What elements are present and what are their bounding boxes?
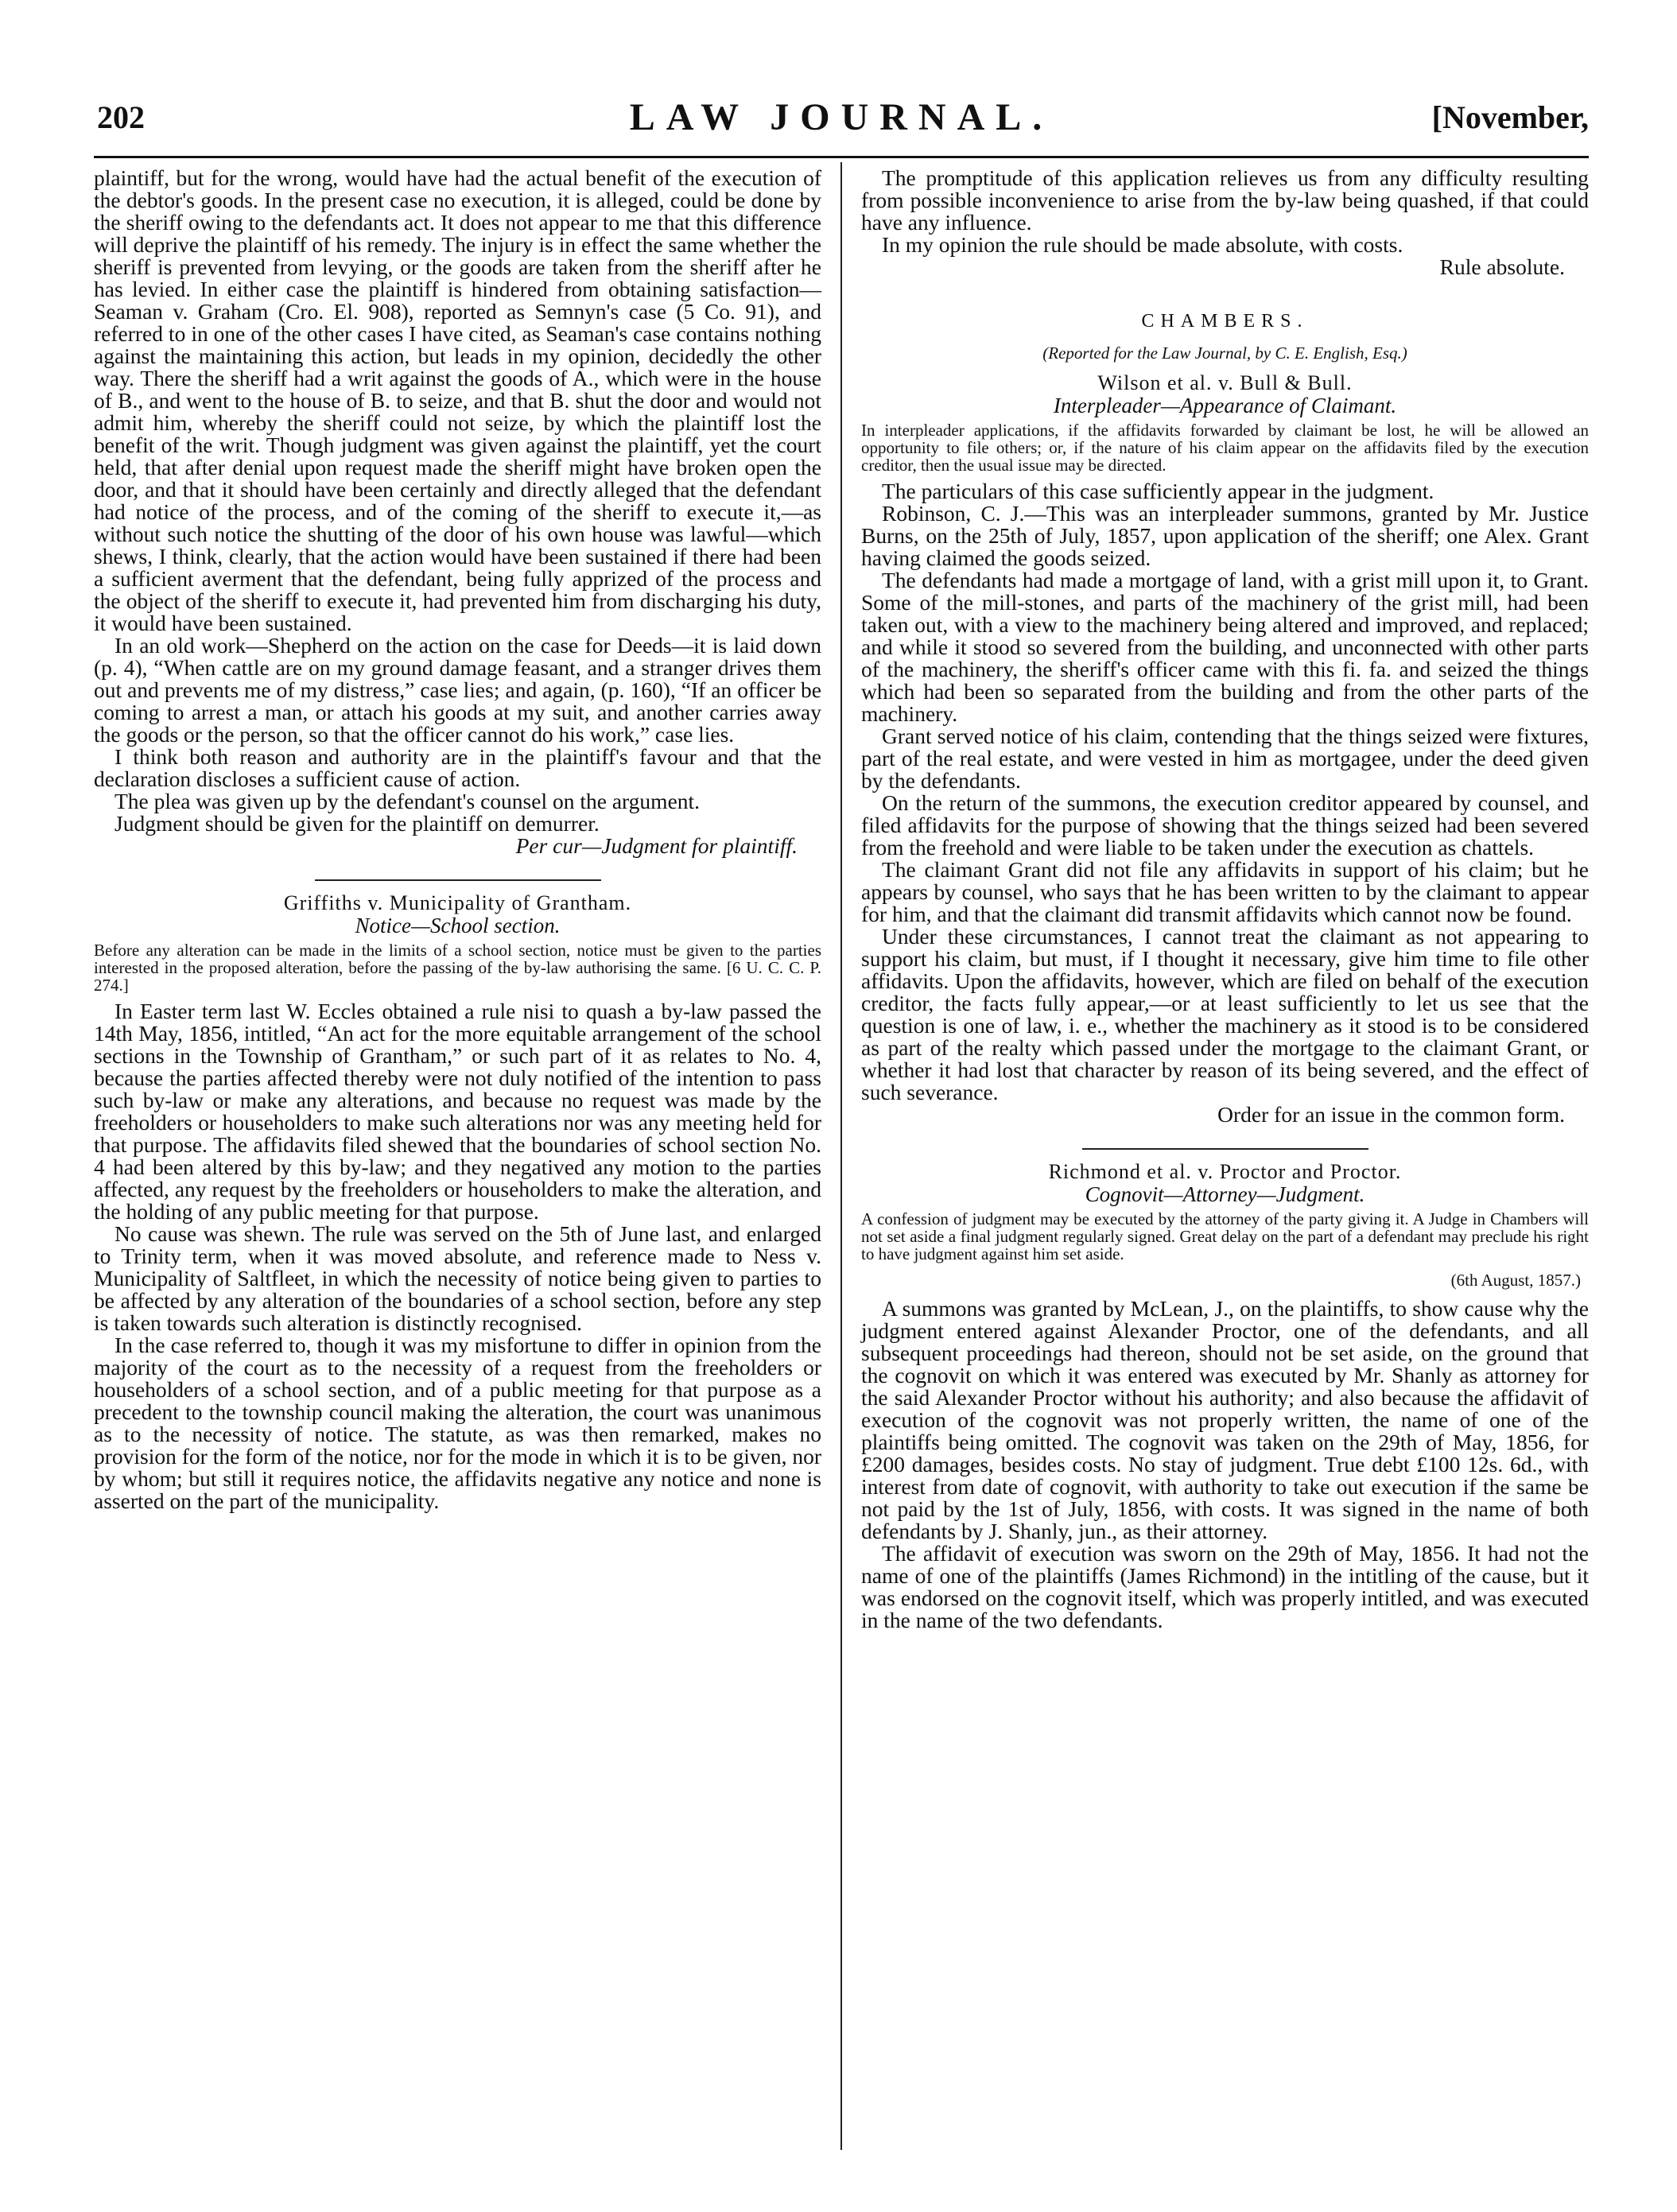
case-headnote: A confession of judgment may be executed by the attorney of the party giving it. A Judge in Chambers will not set aside a final judgment regularly signed. Great delay on the part of a defendant may preclude his right to have judgment against him set aside. <box>861 1209 1589 1263</box>
paragraph: I think both reason and authority are in the plaintiff's favour and that the declaration discloses a sufficient cause of action. <box>94 744 821 791</box>
paragraph: The defendants had made a mortgage of land, with a grist mill upon it, to Grant. Some of the mill-stones, and parts of the machinery of the grist mill, had been taken out, with a view to the machinery being altered and improved, and replaced; and while it stood so severed from the building, and unconnected with other parts of the machinery, the sheriff's officer came with this fi. fa. and seized the things which had been so separated from the building and from the other parts of the machinery. <box>861 568 1589 726</box>
left-column <box>94 167 821 1512</box>
case-title: Griffiths v. Municipality of Grantham. <box>283 891 632 914</box>
running-month: [November, <box>1431 99 1589 135</box>
case-headnote: Before any alteration can be made in the limits of a school section, notice must be given to the parties interested in the proposed alteration, before the passing of the by-law authorising the same. [6 U. C. C. P. 274.] <box>94 941 821 995</box>
rule-absolute: Rule absolute. <box>1439 254 1565 279</box>
journal-page <box>94 94 1589 2161</box>
paragraph: The claimant Grant did not file any affidavits in support of his claim; but he appears by counsel, who says that he has been written to by the claimant to appear for him, and that the claimant did transmit affidavits which cannot now be found. <box>861 857 1589 926</box>
case-title: Wilson et al. v. Bull & Bull. <box>1097 371 1353 394</box>
paragraph: Robinson, C. J.—This was an interpleader summons, granted by Mr. Justice Burns, on the 25th of July, 1857, upon application of the sheriff; one Alex. Grant having claimed the goods seized. <box>861 501 1589 570</box>
column-divider <box>840 162 842 2150</box>
header-rule <box>94 156 1589 158</box>
paragraph: The promptitude of this application relieves us from any difficulty resulting from possible inconvenience to arise from the by-law being quashed, if that could have any influence. <box>861 165 1589 235</box>
case-subhead: Cognovit—Attorney—Judgment. <box>1085 1182 1365 1206</box>
case-subhead: Interpleader—Appearance of Claimant. <box>1053 394 1397 417</box>
journal-title: LAW JOURNAL. <box>629 96 1054 138</box>
paragraph: Grant served notice of his claim, contending that the things seized were fixtures, part of the real estate, and were vested in him as mortgagee, under the deed given by the defendants. <box>861 724 1589 793</box>
paragraph: The particulars of this case sufficiently appear in the judgment. <box>882 479 1434 503</box>
case-subhead: Notice—School section. <box>355 914 561 937</box>
case-title: Richmond et al. v. Proctor and Proctor. <box>1048 1160 1402 1183</box>
section-rule <box>1082 1148 1368 1150</box>
per-cur-judgment: Per cur—Judgment for plaintiff. <box>515 833 798 858</box>
reporter-line: (Reported for the Law Journal, by C. E. English, Esq.) <box>1042 343 1407 363</box>
paragraph: No cause was shewn. The rule was served on the 5th of June last, and enlarged to Trinity term, when it was moved absolute, and reference made to Ness v. Municipality of Saltfleet, in which the necessity of notice being given to parties to be affected by any alteration of the boundaries of a school section, before any step is taken towards such alteration is distinctly recognised. <box>94 1221 821 1335</box>
paragraph: Judgment should be given for the plaintiff on demurrer. <box>115 811 600 836</box>
paragraph: A summons was granted by McLean, J., on the plaintiffs, to show cause why the judgment entered against Alexander Proctor, one of the defendants, and all subsequent proceedings had thereon, should not be set aside, on the ground that the cognovit on which it was entered was executed by Mr. Shanly as attorney for the said Alexander Proctor without his authority; and also because the affidavit of execution of the cognovit was not properly written, the name of one of the plaintiffs being omitted. The cognovit was taken on the 29th of May, 1856, for £200 damages, besides costs. No stay of judgment. True debt £100 12s. 6d., with interest from date of cognovit, with authority to take out execution if the same be not paid by the 1st of July, 1856, with costs. It was signed in the name of both defendants by J. Shanly, jun., as their attorney. <box>861 1296 1589 1543</box>
right-column <box>861 167 1589 1632</box>
paragraph: The affidavit of execution was sworn on the 29th of May, 1856. It had not the name of one of the plaintiffs (James Richmond) in the intitling of the cause, but it was endorsed on the cognovit itself, which was properly intitled, and was executed in the name of the two defendants. <box>861 1541 1589 1632</box>
section-rule <box>315 879 601 881</box>
paragraph: In my opinion the rule should be made absolute, with costs. <box>882 232 1403 257</box>
case-date: (6th August, 1857.) <box>1450 1271 1581 1290</box>
paragraph: In an old work—Shepherd on the action on the case for Deeds—it is laid down (p. 4), “When cattle are on my ground damage feasant, and a stranger drives them out and prevents me of my distress,” case lies; and again, (p. 160), “If an officer be coming to arrest a man, or attach his goods at my suit, and another carries away the goods or the person, so that the officer cannot do his work,” case lies. <box>94 633 821 747</box>
paragraph: In Easter term last W. Eccles obtained a rule nisi to quash a by-law passed the 14th May, 1856, intitled, “An act for the more equitable arrangement of the school sections in the Township of Grantham,” or such part of it as relates to No. 4, because the parties affected thereby were not duly notified of the intention to pass such by-law or make any alterations, and because no request was made by the freeholders or householders to make such alterations nor was any meeting held for that purpose. The affidavits filed shewed that the boundaries of school section No. 4 had been altered by this by-law; and they negatived any motion to the parties affected, any request by the freeholders or householders to make the alteration, and the holding of any public meeting for that purpose. <box>94 999 821 1224</box>
paragraph: In the case referred to, though it was my misfortune to differ in opinion from the majority of the court as to the necessity of a request from the freeholders or householders of a school section, and of a public meeting for that purpose as a precedent to the township council making the alteration, the court was unanimous as to the necessity of notice. The statute, as was then remarked, makes no provision for the form of the notice, nor for the mode in which it is to be given, nor by whom; but still it requires notice, the affidavits negative any notice and none is asserted on the part of the municipality. <box>94 1333 821 1513</box>
page-header <box>94 94 1589 142</box>
paragraph: Under these circumstances, I cannot treat the claimant as not appearing to support his claim, but must, if I thought it necessary, give him time to file other affidavits. Upon the affidavits, however, which are filed on behalf of the execution creditor, the facts fully appear,—or at least sufficiently to let us see that the question is one of law, i. e., whether the machinery as it stood is to be considered as part of the realty which passed under the mortgage to the claimant Grant, or whether it had lost that character by reason of its being severed, and the effect of such severance. <box>861 924 1589 1104</box>
paragraph: On the return of the summons, the execution creditor appeared by counsel, and filed affidavits for the purpose of showing that the things seized had been severed from the freehold and were liable to be taken under the execution as chattels. <box>861 790 1589 860</box>
case-headnote: In interpleader applications, if the affidavits forwarded by claimant be lost, he will be allowed an opportunity to file others; or, if the nature of his claim appear on the affidavits filed by the execution creditor, then the usual issue may be directed. <box>861 421 1589 475</box>
paragraph: The plea was given up by the defendant's counsel on the argument. <box>115 789 701 813</box>
page-number: 202 <box>97 99 145 135</box>
order-line: Order for an issue in the common form. <box>1217 1102 1565 1127</box>
section-heading-chambers: CHAMBERS. <box>1141 311 1309 332</box>
paragraph: plaintiff, but for the wrong, would have had the actual benefit of the execution of the debtor's goods. In the present case no execution, it is alleged, could be done by the sheriff owing to the defendants act. It does not appear to me that this difference will deprive the plaintiff of his remedy. The injury is in effect the same whether the sheriff is prevented from levying, or the goods are taken from the sheriff after he has levied. In either case the plaintiff is hindered from obtaining satisfaction—Seaman v. Graham (Cro. El. 908), reported as Semnyn's case (5 Co. 91), and referred to in one of the other cases I have cited, as Seaman's case contains nothing against the maintaining this action, but leads in my opinion, decidedly the other way. There the sheriff had a writ against the goods of A., which were in the house of B., and went to the house of B. to seize, and that B. shut the door and would not admit him, whereby the sheriff could not seize, by which the plaintiff lost the benefit of the writ. Though judgment was given against the plaintiff, yet the court held, that after denial upon request made the sheriff might have broken open the door, and that it should have been certainly and directly alleged that the defendant had notice of the process, and of the coming of the sheriff to execute it,—as without such notice the shutting of the door of his own house was lawful—which shews, I think, clearly, that the action would have been sustained if there had been a sufficient averment that the defendant, being fully apprized of the process and the object of the sheriff to execute it, had prevented him from discharging his duty, it would have been sustained. <box>94 165 821 635</box>
